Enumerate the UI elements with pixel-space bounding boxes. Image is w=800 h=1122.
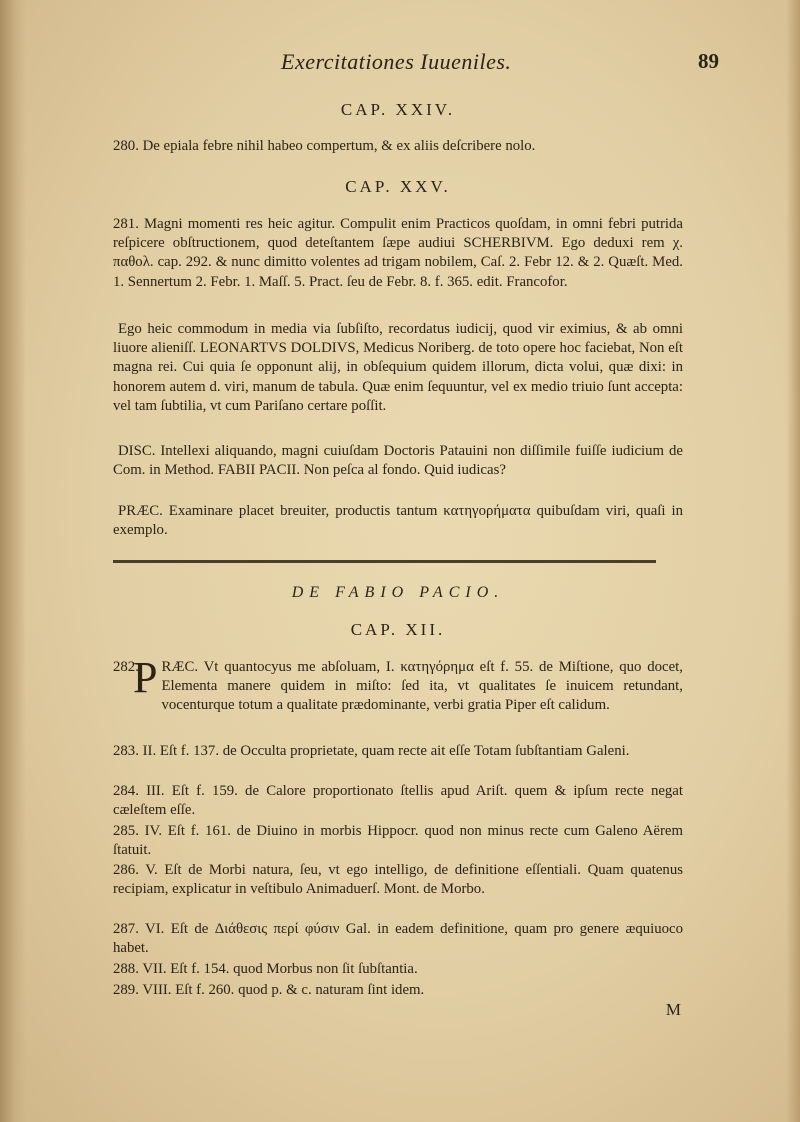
section-divider xyxy=(113,560,656,563)
paragraph-disc: DISC. Intellexi aliquando, magni cuiuſdam Doctoris Patauini non diſſimile fuiſſe iudicium de Com. in Method. FABII PACII. Non peſca al fondo. Quid iudicas? xyxy=(113,443,683,479)
item-286: 286. V. Eſt de Morbi natura, ſeu, vt ego intelligo, de definitione eſſentiali. Quam quatenus recipiam, explicatur in veſtibulo Animaduerſ. Mont. de Morbo. xyxy=(113,862,683,898)
paragraph-280: 280. De epiala febre nihil habeo compertum, & ex aliis deſcribere nolo. xyxy=(113,138,536,154)
paragraph-praec: PRÆC. Examinare placet breuiter, productis tantum κατηγορήματα quibuſdam viri, quaſi in exemplo. xyxy=(113,503,683,539)
item-285: 285. IV. Eſt f. 161. de Diuino in morbis Hippocr. quod non minus recte cum Galeno Aërem ſtatuit. xyxy=(113,823,683,859)
page-number: 89 xyxy=(698,49,719,73)
paragraph-281: 281. Magni momenti res heic agitur. Compulit enim Practicos quoſdam, in omni febri putrida reſpicere obſtructionem, quod deteſtantem ſæpe audiui SCHERBIVM. Ego deduxi rem χ. παθολ. cap. 292. & nunc dimitto volentes ad trigam nobilem, Caſ. 2. Febr 12. & 2. Quæſt. Med. 1. Sennertum 2. Febr. 1. Maſſ. 5. Pract. ſeu de Febr. 8. f. 365. edit. Francofor. xyxy=(113,216,683,290)
chapter-heading-25: CAP. XXV. xyxy=(345,177,451,196)
drop-cap: P xyxy=(133,653,158,702)
item-288: 288. VII. Eſt f. 154. quod Morbus non ſit ſubſtantia. xyxy=(113,961,418,977)
item-284: 284. III. Eſt f. 159. de Calore proportionato ſtellis apud Ariſt. quem & ipſum recte negat cæleſtem eſſe. xyxy=(113,783,683,819)
paragraph-doldius: Ego heic commodum in media via ſubſiſto, recordatus iudicij, quod vir eximius, & ab omni liuore alieniſſ. LEONARTVS DOLDIVS, Medicus Noriberg. de toto opere hoc faciebat, Non eſt magna rei. Cui quia ſe opponunt alij, in obſequium quidem illorum, dicta volui, quæ dixi: in honorem autem d. viri, manum de tabula. Quæ enim ſequuntur, vel ex medio triuio ſunt accepta: vel tam ſubtilia, vt cum Pariſano certare poſſit. xyxy=(113,321,683,414)
item-287: 287. VI. Eſt de Διάθεσις περί φύσιν Gal. in eadem definitione, quam pro genere æquiuoco habet. xyxy=(113,921,683,957)
running-head xyxy=(113,49,719,80)
item-289: 289. VIII. Eſt f. 260. quod p. & c. naturam ſint idem. xyxy=(113,982,425,998)
chapter-heading-24: CAP. XXIV. xyxy=(340,100,456,119)
item-282 xyxy=(113,653,683,716)
item-282-text: RÆC. Vt quantocyus me abſoluam, I. κατηγόρημα eſt f. 55. de Miſtione, quo docet, Elementa manere quidem in miſto: ſed ita, vt qualitates ſe inuicem retundant, vocenturque totum a qualitate prædominante, verbi gratia Piper eſt calidum. xyxy=(161,659,683,714)
item-283: 283. II. Eſt f. 137. de Occulta proprietate, quam recte ait eſſe Totam ſubſtantiam Galeni. xyxy=(113,743,630,759)
running-title: Exercitationes Iuueniles. xyxy=(281,49,512,74)
catchword: M xyxy=(665,1000,681,1019)
item-282-number: 282. xyxy=(113,659,139,675)
section-title: DE FABIO PACIO. xyxy=(291,584,505,601)
chapter-heading-12: CAP. XII. xyxy=(350,620,446,639)
